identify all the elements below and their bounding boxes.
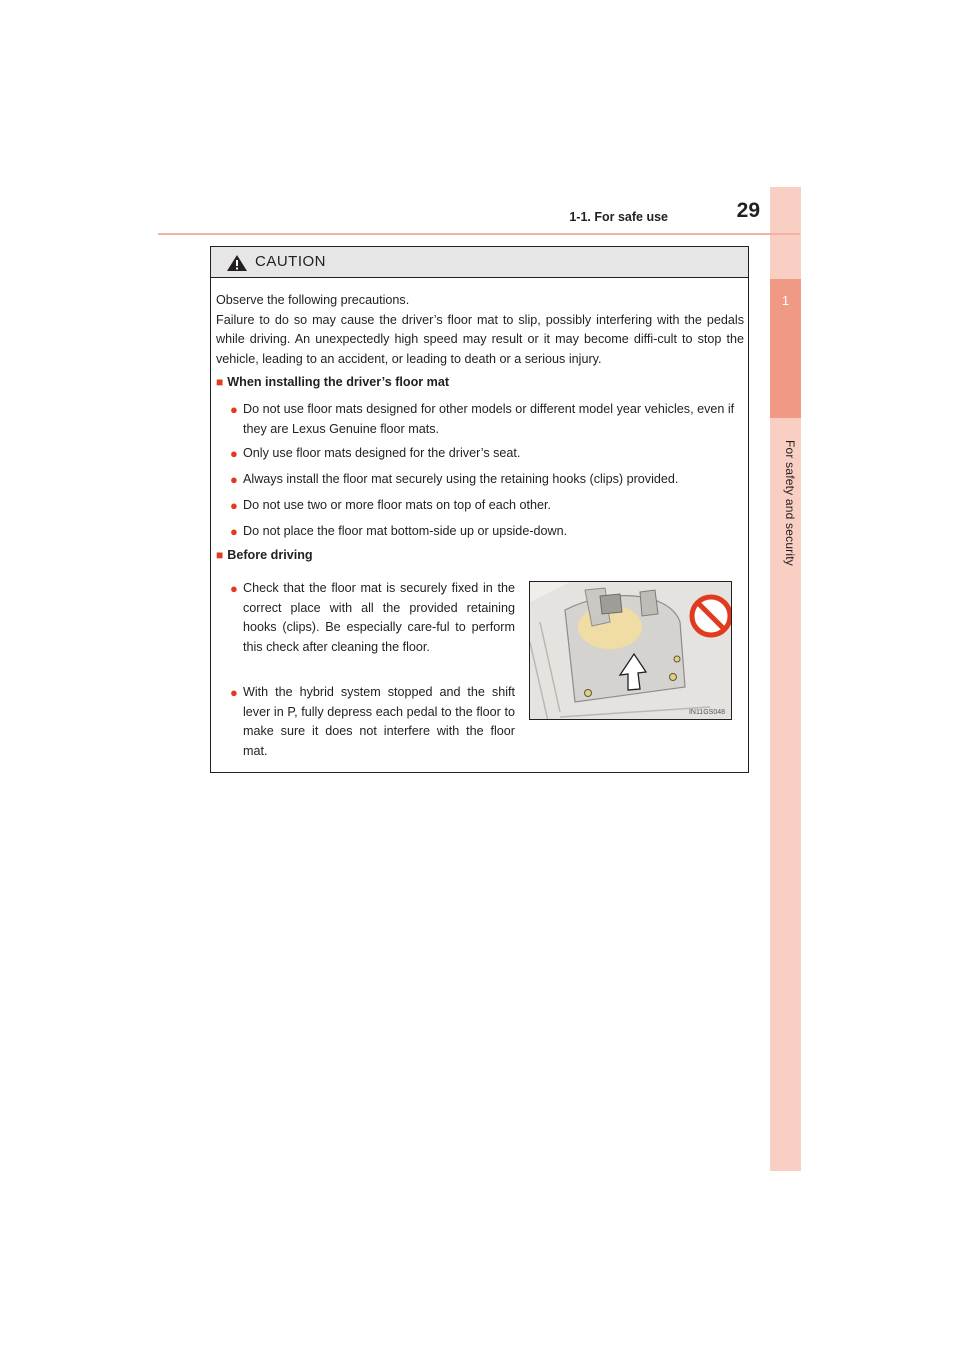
- bullet-dot-icon: ●: [230, 472, 238, 487]
- prohibited-icon: [692, 597, 730, 635]
- chapter-title: For safety and security: [783, 440, 797, 566]
- page-number: 29: [736, 199, 760, 222]
- figure-code: IN11GS048: [688, 709, 725, 716]
- section-heading-before-driving: ■ Before driving: [216, 548, 313, 562]
- list-item: ● Only use floor mats designed for the driver’s seat.: [230, 444, 745, 464]
- caution-title: CAUTION: [255, 253, 326, 270]
- bullet-dot-icon: ●: [230, 446, 238, 461]
- list-item: ● Check that the floor mat is securely fixed in the correct place with all the provided retaining hooks (clips). Be especially care-ful to perform this check after cleaning the floor.: [230, 581, 515, 654]
- intro-line: Observe the following precautions.: [216, 293, 410, 307]
- bullet-dot-icon: ●: [230, 402, 238, 417]
- list-item: ● Always install the floor mat securely using the retaining hooks (clips) provided.: [230, 470, 745, 490]
- caution-header: [211, 247, 748, 278]
- header-rule: [158, 233, 800, 235]
- list-item: ● Do not use two or more floor mats on top of each other.: [230, 496, 745, 516]
- floor-mat-illustration: [529, 581, 732, 720]
- floor-mat-drawing: [530, 582, 732, 720]
- section-title: 1-1. For safe use: [569, 210, 668, 224]
- bullet-dot-icon: ●: [230, 524, 238, 539]
- caution-box: [210, 246, 749, 773]
- section-heading-installing: ■ When installing the driver’s floor mat: [216, 375, 450, 389]
- list-item: ● Do not place the floor mat bottom-side up or upside-down.: [230, 522, 745, 542]
- caution-intro: [216, 291, 744, 369]
- list-item: ● Do not use floor mats designed for other models or different model year vehicles, even if they are Lexus Genuine floor mats.: [230, 402, 735, 436]
- list-item: ● With the hybrid system stopped and the shift lever in P, fully depress each pedal to the floor to make sure it does not interfere with the floor mat.: [230, 685, 515, 758]
- warning-triangle-icon: [227, 255, 247, 271]
- square-bullet-icon: ■: [216, 548, 224, 562]
- square-bullet-icon: ■: [216, 375, 224, 389]
- bullet-dot-icon: ●: [230, 498, 238, 513]
- intro-line: Failure to do so may cause the driver’s floor mat to slip, possibly interfering with the pedals while driving. An unexpectedly high speed may result or it may become diffi-cult to stop the vehicle, leading to an accident, or leading to death or a serious injury.: [216, 312, 744, 366]
- bullet-dot-icon: ●: [230, 685, 238, 700]
- bullet-dot-icon: ●: [230, 581, 238, 596]
- chapter-number: 1: [781, 293, 790, 308]
